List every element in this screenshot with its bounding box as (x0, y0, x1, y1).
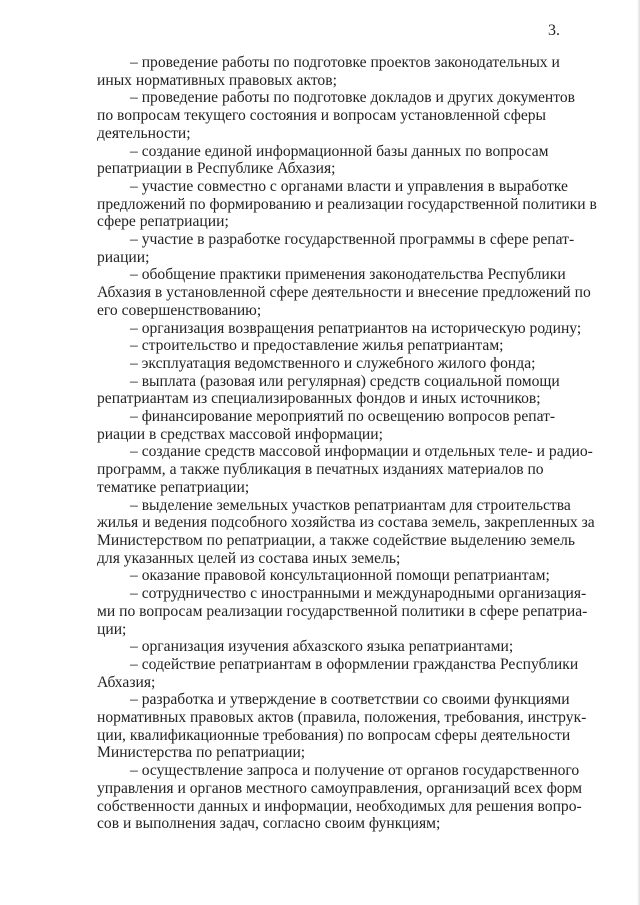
text-line: – оказание правовой консультационной помощи репатриантам; (130, 567, 550, 585)
text-line: – участие совместно с органами власти и управления в выработке (130, 177, 568, 195)
list-item (97, 142, 549, 178)
text-line: предложений по формированию и реализации государственной политики в (97, 195, 597, 213)
text-line: его совершенствованию; (97, 301, 262, 319)
text-line: сов и выполнения задач, согласно своим функциям; (97, 815, 441, 833)
text-line: – выплата (разовая или регулярная) средств социальной помощи (130, 372, 560, 390)
document-body (97, 54, 597, 833)
text-line: риации в средствах массовой информации; (97, 425, 383, 443)
text-line: Абхазия; (97, 673, 156, 691)
text-line: – участие в разработке государственной программы в сфере репат- (130, 231, 575, 249)
text-line: ции; (97, 620, 127, 638)
list-item (97, 266, 591, 319)
list-item (97, 655, 579, 691)
text-line: ми по вопросам реализации государственной политики в сфере репатриа- (97, 602, 588, 620)
list-item (97, 319, 582, 338)
text-line: – организация изучения абхазского языка репатриантами; (130, 638, 514, 656)
text-line: – содействие репатриантам в оформлении гражданства Республики (130, 655, 579, 673)
list-item (97, 443, 593, 496)
text-line: жилья и ведения подсобного хозяйства из состава земель, закрепленных за (97, 514, 595, 532)
text-line: риации; (97, 248, 150, 266)
text-line: – организация возвращения репатриантов на историческую родину; (130, 319, 582, 337)
text-line: программ, а также публикация в печатных изданиях материалов по (97, 461, 544, 479)
text-line: – сотрудничество с иностранными и международными организация- (130, 585, 587, 603)
list-item (97, 372, 560, 408)
list-item (97, 638, 533, 656)
list-item (97, 231, 575, 266)
text-line: – финансирование мероприятий по освещению вопросов репат- (130, 408, 556, 426)
text-line: – проведение работы по подготовке проектов законодательных и (130, 54, 560, 71)
list-item (97, 337, 533, 355)
list-item (97, 762, 583, 833)
text-line: – разработка и утверждение в соответствии со своими функциями (130, 691, 570, 709)
text-line: – проведение работы по подготовке докладов и других документов (130, 89, 576, 107)
text-line: тематике репатриации; (97, 478, 250, 496)
text-line: управления и органов местного самоуправления, организаций всех форм (97, 779, 583, 797)
list-item (97, 408, 556, 443)
list-item (97, 496, 595, 568)
text-line: иных нормативных правовых актов; (97, 71, 337, 89)
text-line: – создание единой информационной базы данных по вопросам (130, 142, 549, 160)
text-line: деятельности; (97, 124, 191, 142)
text-line: по вопросам текущего состояния и вопросам установленной сферы (97, 107, 547, 125)
text-line: – эксплуатация ведомственного и служебного жилого фонда; (130, 354, 536, 372)
text-line: нормативных правовых актов (правила, положения, требования, инструк- (97, 709, 587, 727)
text-line: – осуществление запроса и получение от органов государственного (130, 762, 580, 780)
text-line: – строительство и предоставление жилья репатриантам; (130, 337, 504, 355)
text-line: Министерства по репатриации; (97, 744, 306, 762)
list-item (97, 54, 560, 89)
text-line: Абхазия в установленной сфере деятельности и внесение предложений по (97, 284, 591, 302)
text-line: – выделение земельных участков репатриантам для строительства (130, 496, 571, 514)
page-number: 3. (548, 22, 560, 39)
text-line: репатриации в Республике Абхазия; (97, 160, 336, 178)
text-line: сфере репатриации; (97, 213, 229, 231)
text-line: репатриантам из специализированных фондов и иных источников; (97, 390, 541, 408)
list-item (97, 585, 588, 638)
text-line: собственности данных и информации, необходимых для решения вопро- (97, 797, 582, 815)
text-line: Министерством по репатриации, а также содействие выделению земель (97, 531, 575, 549)
list-item (97, 89, 576, 142)
text-line: для указанных целей из состава иных земель; (97, 549, 401, 567)
list-item (97, 354, 536, 373)
text-line: – создание средств массовой информации и отдельных теле- и радио- (130, 443, 593, 461)
list-item (97, 567, 550, 585)
list-item (97, 691, 587, 762)
text-line: ции, квалификационные требования) по вопросам сферы деятельности (97, 726, 571, 744)
text-line: – обобщение практики применения законодательства Республики (130, 266, 566, 284)
list-item (97, 177, 597, 231)
